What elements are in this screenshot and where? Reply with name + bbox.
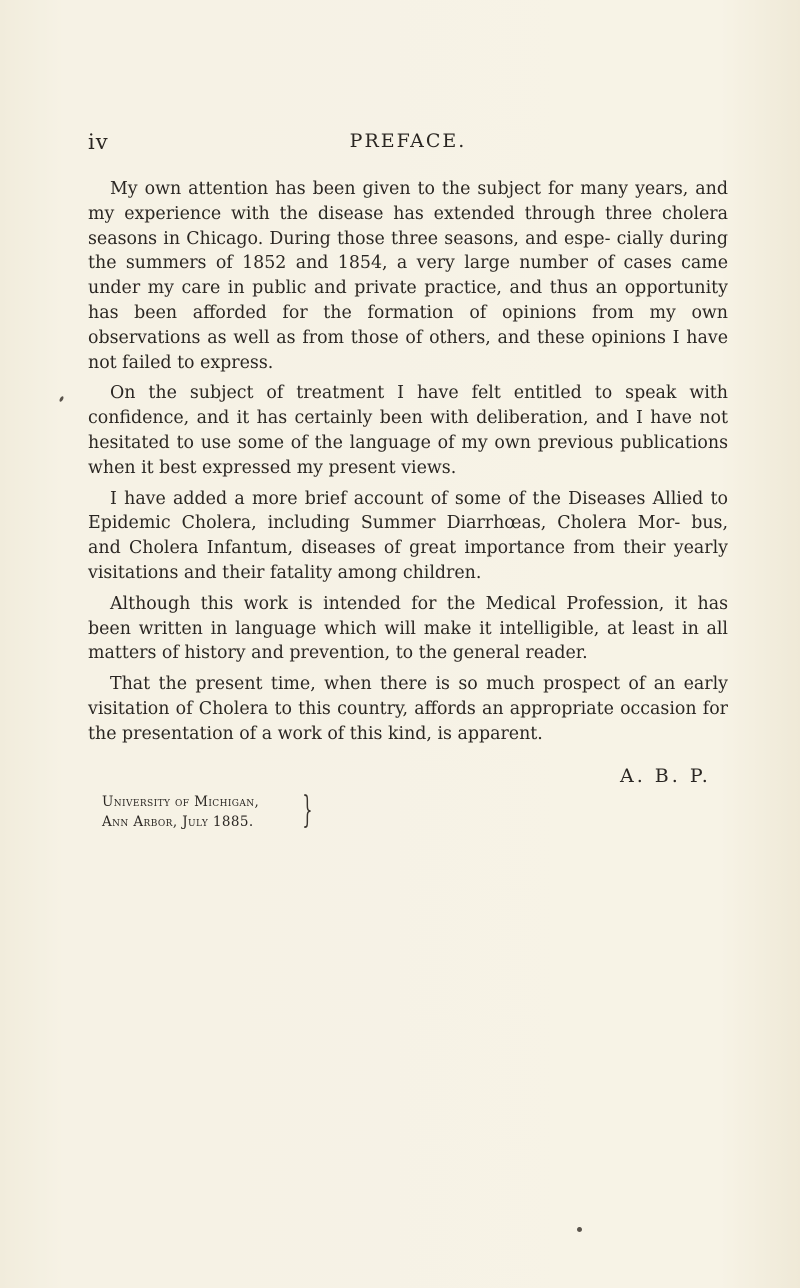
preface-body	[88, 177, 728, 753]
paragraph: I have added a more brief account of some of the Diseases Allied to Epidemic Cholera, including Summer Diarrhœas, Cholera Mor- bus, and Cholera Infantum, diseases of great importance from their yearly visitations and their fatality among children.	[88, 488, 728, 583]
page-title: PREFACE.	[349, 130, 467, 152]
ink-speck-icon	[59, 396, 65, 403]
paragraph: On the subject of treatment I have felt entitled to speak with confidence, and it has certainly been with deliberation, and I have not hesitated to use some of the language of my own previous publications when it best expressed my present views.	[88, 383, 728, 478]
paragraph: Although this work is intended for the Medical Profession, it has been written in language which will make it intelligible, at least in all matters of history and prevention, to the general reader.	[88, 593, 728, 664]
running-head	[88, 130, 728, 158]
place-line-1: University of Michigan,	[102, 794, 260, 810]
page-number: iv	[88, 130, 109, 154]
place-line-2: Ann Arbor, July 1885.	[102, 814, 254, 830]
brace-icon: }	[302, 790, 313, 831]
author-initials: A. B. P.	[620, 765, 711, 787]
paragraph: That the present time, when there is so much prospect of an early visitation of Cholera to this country, affords an appropriate occasion for the presentation of a work of this kind, is apparent.	[88, 674, 728, 744]
ink-speck-icon	[577, 1227, 582, 1232]
place-and-date	[102, 792, 259, 832]
paragraph: My own attention has been given to the subject for many years, and my experience with the disease has extended through three cholera seasons in Chicago. During those three seasons, and espe- cially during the summers of 1852 and 1854, a very large number of cases came under my care in public and private practice, and thus an opportunity has been afforded for the formation of opinions from my own observations as well as from those of others, and these opinions I have not failed to express.	[88, 179, 728, 373]
